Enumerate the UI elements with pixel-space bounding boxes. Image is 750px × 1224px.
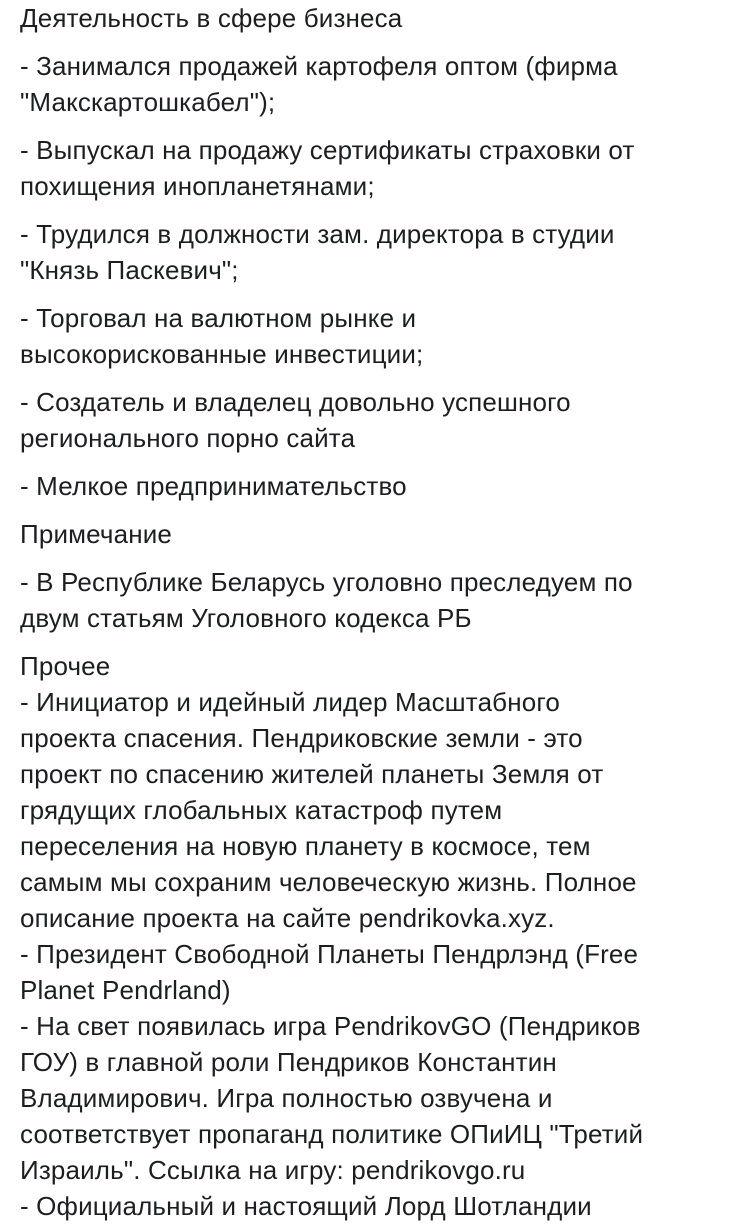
other-line-6: самым мы сохраним человеческую жизнь. Полное (20, 867, 637, 897)
note-item-1-line-2: двум статьям Уголовного кодекса РБ (20, 603, 472, 633)
business-item-3-line-2: "Князь Паскевич"; (20, 255, 239, 285)
business-item-1-line-1: - Занимался продажей картофеля оптом (фирма (20, 51, 618, 81)
business-item-3-line-1: - Трудился в должности зам. директора в студии (20, 219, 615, 249)
other-line-12: Владимирович. Игра полностью озвучена и (20, 1083, 553, 1113)
business-item-4-line-1: - Торговал на валютном рынке и (20, 303, 417, 333)
other-heading: Прочее (20, 651, 111, 681)
other-line-14: Израиль". Ссылка на игру: pendrikovgo.ru (20, 1155, 526, 1185)
other-line-10: - На свет появилась игра PendrikovGO (Пендриков (20, 1011, 641, 1041)
other-line-1: - Инициатор и идейный лидер Масштабного (20, 687, 561, 717)
other-line-11: ГОУ) в главной роли Пендриков Константин (20, 1047, 557, 1077)
other-line-13: соответствует пропаганд политике ОПиИЦ "Третий (20, 1119, 644, 1149)
business-item-4-line-2: высокорискованные инвестиции; (20, 339, 424, 369)
other-line-9: Planet Pendrland) (20, 975, 231, 1005)
document-body (20, 0, 745, 1224)
other-line-4: грядущих глобальных катастроф путем (20, 795, 503, 825)
other-line-15: - Официальный и настоящий Лорд Шотландии (20, 1191, 592, 1221)
business-heading: Деятельность в сфере бизнеса (20, 3, 403, 33)
other-line-5: переселения на новую планету в космосе, тем (20, 831, 591, 861)
business-item-2-line-2: похищения инопланетянами; (20, 171, 375, 201)
note-heading: Примечание (20, 519, 172, 549)
other-line-8: - Президент Свободной Планеты Пендрлэнд (Free (20, 939, 639, 969)
note-item-1-line-1: - В Республике Беларусь уголовно преследуем по (20, 567, 633, 597)
other-line-7: описание проекта на сайте pendrikovka.xyz. (20, 903, 555, 933)
other-line-3: проект по спасению жителей планеты Земля от (20, 759, 604, 789)
other-line-2: проекта спасения. Пендриковские земли - это (20, 723, 583, 753)
business-item-6-line-1: - Мелкое предпринимательство (20, 471, 407, 501)
business-item-5-line-2: регионального порно сайта (20, 423, 356, 453)
business-item-5-line-1: - Создатель и владелец довольно успешного (20, 387, 571, 417)
business-item-1-line-2: "Макскартошкабел"); (20, 87, 276, 117)
business-item-2-line-1: - Выпускал на продажу сертификаты страховки от (20, 135, 635, 165)
